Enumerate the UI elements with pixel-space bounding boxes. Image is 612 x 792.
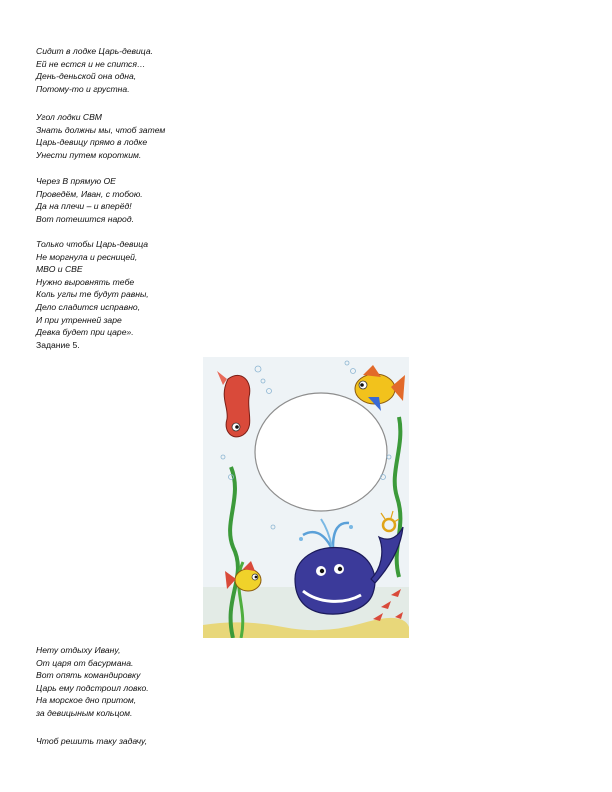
task-label: Задание 5. — [36, 339, 80, 350]
underwater-drawing — [203, 357, 409, 638]
poem-stanza-5 — [36, 644, 296, 720]
poem-line: Нужно выровнять тебе — [36, 276, 135, 287]
poem-stanza-2 — [36, 111, 296, 161]
underwater-illustration — [203, 357, 409, 638]
poem-line: Ей не естся и не спится… — [36, 58, 146, 69]
poem-stanza-1 — [36, 45, 296, 95]
poem-line: МВО и СВЕ — [36, 264, 83, 275]
poem-stanza-3 — [36, 175, 296, 225]
poem-line: Только чтобы Царь-девица — [36, 239, 149, 249]
poem-line: День-деньской она одна, — [36, 71, 137, 82]
circle-frame — [255, 393, 387, 511]
poem-line: Проведём, Иван, с тобою. — [36, 188, 143, 199]
poem-stanza-6 — [36, 735, 296, 748]
poem-line: за девицыным кольцом. — [36, 707, 133, 718]
poem-stanza-4 — [36, 238, 296, 351]
poem-line: Угол лодки СВМ — [36, 112, 102, 122]
poem-line: Не моргнула и ресницей, — [36, 251, 138, 262]
poem-line: На морское дно притом, — [36, 695, 137, 706]
poem-line: Да на плечи – и вперёд! — [36, 201, 132, 212]
poem-line: Девка будет при царе». — [36, 327, 134, 338]
poem-line: Знать должны мы, чтоб затем — [36, 124, 166, 135]
poem-line: Чтоб решить таку задачу, — [36, 736, 148, 746]
poem-line: Вот опять командировку — [36, 670, 141, 681]
poem-line: Сидит в лодке Царь-девица. — [36, 46, 153, 56]
poem-line: Через В прямую ОЕ — [36, 176, 116, 186]
poem-line: Унести путем коротким. — [36, 149, 142, 160]
poem-line: Царь-девицу прямо в лодке — [36, 137, 148, 148]
poem-line: Дело сладится исправно, — [36, 301, 141, 312]
poem-line: И при утренней заре — [36, 314, 122, 325]
poem-line: Царь ему подстроил ловко. — [36, 682, 149, 693]
poem-line: Нету отдыху Ивану, — [36, 645, 121, 655]
poem-line: Потому-то и грустна. — [36, 83, 130, 94]
poem-line: От царя от басурмана. — [36, 657, 134, 668]
poem-line: Вот потешится народ. — [36, 213, 134, 224]
poem-line: Коль углы те будут равны, — [36, 289, 149, 300]
